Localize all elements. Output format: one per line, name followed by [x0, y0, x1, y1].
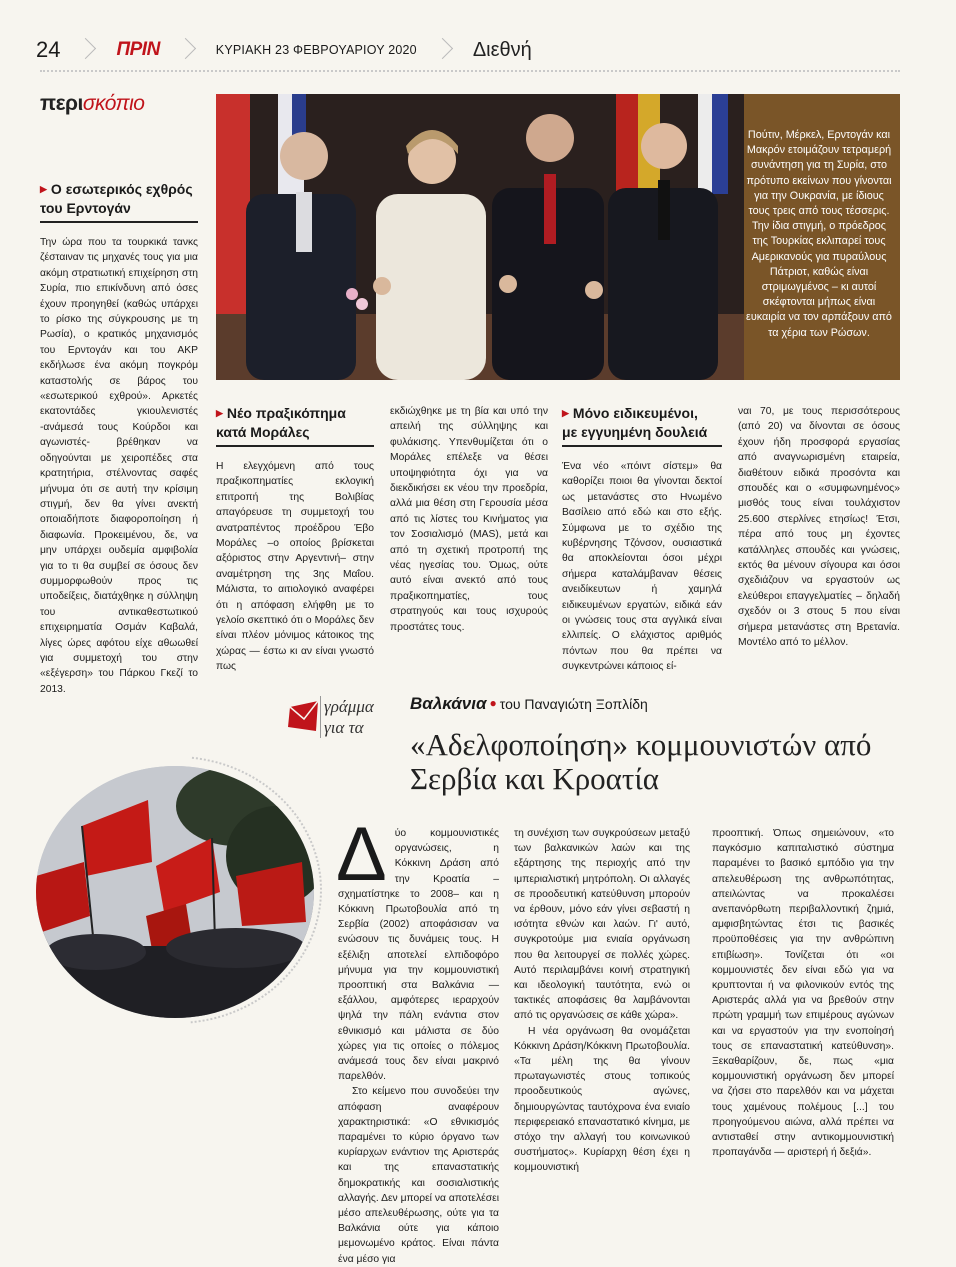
article-erdogan: [40, 180, 198, 697]
envelope-icon: [288, 697, 320, 735]
article-body: ύο κομμουνιστικές οργανώσεις, η Κόκκινη Δράση από την Κροατία –σχηματίστηκε το 2008– και η Κόκκινη Πρωτοβουλία από τη Σερβία (2002) αποφάσισαν να ενώσουν τις δυνάμεις τους. Η εξέλιξη αποτελεί ελπιδοφόρο μήνυμα για την κομμουνιστική προοπτική στα Βαλκάνια — εξάλλου, αμφότερες ιεραρχούν ψηλά την πάλη ενάντια στον εθνικισμό και μάλιστα σε δύο χώρες για τις οποίες ο πόλεμος ανάμεσά τους δεν είναι μακρινό παρελθόν.: [338, 828, 499, 1083]
letter-column-1: [336, 812, 499, 1267]
label-line: για τα: [324, 718, 364, 737]
article-body: προοπτική. Όπως σημειώνουν, «το παγκόσμιο καπιταλιστικό σύστημα παραμένει το βασικό εμπόδιο για την απελευθέρωση της ανθρωπότητας, απειλώντας να προκαλέσει ανεπανόρθωτη περιβαλλοντική ζημιά, αμφισβητώντας έτσι τις βασικές προϋποθέσεις για την ανθρώπινη επιβίωση». Τονίζεται ότι «οι κομμουνιστές δεν είναι εδώ για να κρυπτονται ή να φιλονικούν εντός της Αριστεράς αλλά για να βρεθούν στην πρώτη γραμμή των επιμέρους αγώνων και να εργαστούν για την ενοποίησή τους σε επαναστατική κατεύθυνση». Ξεκαθαρίζουν, δε, πως «μια κομμουνιστική οργάνωση δεν μπορεί να ζήσει στο παρελθόν και να μάχεται τους χαμένους πολέμους [...] του προηγούμενου αιώνα, αλλά πρέπει να αντισταθεί στην αντικομμουνιστική προπαγάνδα — αριστερή ή δεξιά».: [712, 828, 894, 1159]
bullet-icon: ●: [489, 696, 497, 710]
column-logo-part1: περι: [40, 92, 83, 115]
article-body: Η ελεγχόμενη από τους πραξικοπηματίες εκλογική επιτροπή της Βολιβίας απαγόρευσε τη συμμετοχή του ανατραπέντος προέδρου Έβο Μοράλες –ο οποίος βρίσκεται αξόριστος στην Αργεντινή– στην αναμέτρηση της 3ης Μαΐου. Μάλιστα, το αιτιολογικό αναφέρει ότι η απόφαση ελήφθη με το γελοίο σκεπτικό ότι ο Μοράλες δεν είναι πλέον μόνιμος κάτοικος της χώρας — έστω κι αν είναι γνωστό πως: [216, 461, 374, 673]
title-line: Νέο πραξικόπημα: [226, 405, 346, 421]
title-line: του Ερντογάν: [40, 200, 131, 216]
article-uk-immigration-cont: [738, 404, 900, 651]
column-label: [324, 696, 374, 738]
article-body: τη συνέχιση των συγκρούσεων μεταξύ των βαλκανικών λαών και της εξάρτησης της περιοχής από την ιμπεριαλιστική μητρόπολη. Οι αλλαγές σε προοδευτική κατεύθυνση μπορούν να έρθουν, μόνο εάν γίνει σεβαστή η ισότητα εθνών και λαών. Γι' αυτό, συγκροτούμε μια ενιαία οργάνωση που θα λειτουργεί σε πολλές χώρες. Αυτό περιλαμβάνει κοινή στρατηγική και ιδεολογική ταυτότητα, ενώ οι τακτικές αποφάσεις θα λαμβάνονται από τις οργανώσεις σε κάθε χώρα».: [514, 828, 690, 1022]
author-name: του Παναγιώτη Ξοπλίδη: [499, 696, 648, 712]
newspaper-logo: ΠΡΙΝ: [116, 39, 160, 60]
title-line: με εγγυημένη δουλειά: [562, 424, 708, 440]
title-line: Μόνο ειδικευμένοι,: [572, 405, 698, 421]
triangle-bullet-icon: ▶: [216, 408, 223, 418]
letter-column-2: [514, 826, 690, 1176]
chevron-right-icon: [435, 35, 453, 65]
label-divider: [320, 696, 321, 738]
page-header: [36, 30, 896, 70]
issue-date: ΚΥΡΙΑΚΗ 23 ΦΕΒΡΟΥΑΡΙΟΥ 2020: [215, 43, 417, 57]
triangle-bullet-icon: ▶: [562, 408, 569, 418]
header-divider: [40, 70, 900, 72]
chevron-right-icon: [178, 35, 196, 65]
column-logo: [40, 92, 144, 116]
article-title: [40, 180, 198, 223]
article-morales: [216, 404, 374, 675]
byline: [410, 694, 648, 714]
article-body: Η νέα οργάνωση θα ονομάζεται Κόκκινη Δράση/Κόκκινη Πρωτοβουλία. «Τα μέλη της θα γίνουν πρωταγωνιστές στους τοπικούς προοδευτικούς αγώνες, δημιουργώντας ταυτόχρονα ένα ενιαίο περιφερειακό επαναστατικό κίνημα, με στόχο την αλλαγή του κοινωνικού συστήματος». Κυρίαρχη θέση έχει η κομμουνιστική: [514, 1025, 690, 1174]
letter-column-3: [712, 826, 894, 1160]
section-name: Διεθνή: [472, 38, 532, 61]
article-body: εκδιώχθηκε με τη βία και υπό την απειλή της σύλληψης και φυλάκισης. Υπενθυμίζεται ότι ο Μοράλες επέλεξε να θέσει υποψηφιότητα όχι για να διεκδικήσει εκ νέου την προεδρία, αλλά μια θέση στη Γερουσία μέσα από τις λίστες του Κινήματος για τον Σοσιαλισμό (MAS), μετά και από τη σχετική προτροπή της νέας ηγεσίας του. Όμως, ούτε αυτό είναι ανεκτό από τους πραξικοπηματίες, τους στρατηγούς και τους ισχυρούς προστάτες τους.: [390, 406, 548, 633]
region-label: Βαλκάνια: [410, 694, 487, 713]
triangle-bullet-icon: ▶: [40, 184, 47, 194]
article-title: [216, 404, 374, 447]
photo-illustration: [216, 94, 744, 380]
page-number: 24: [36, 37, 61, 62]
article-body: Την ώρα που τα τουρκικά τανκς ζέσταιναν τις μηχανές τους για μια ακόμη στρατιωτική επιχείρηση στη Συρία, πιο επικίνδυνη από όσες έχουν προηγηθεί (καθώς υπάρχει το ρίσκο της σύγκρουσης με τη Ρωσία), ο κρατικός μηχανισμός του Ερντογάν και του ΑΚΡ εκδήλωσε ένα ακόμη πογκρόμ καταστολής σε βάρος του «εσωτερικού εχθρού». Αρκετές εκατοντάδες γκιουλενιστές -ανάμεσά τους Κούρδοι και αγωνιστές- βρέθηκαν να οδηγούνται με χειροπέδες στα κρατητήρια, στέλνοντας σαφές μήνυμα ότι σε αυτή την κρίσιμη στιγμή, δεν θα γίνει ανεκτή οποιαδήποτε διαφοροποίηση ή διαφωνία. Προκειμένου, δε, να μην υπάρχει ουδεμία αμφιβολία για το τι θα συμβεί σε όσους δεν συμμορφωθούν προς τις υποδείξεις, διατάχθηκε η σύλληψη του αντικαθεστωτικού επιχειρηματία Οσμάν Καβαλά, λίγες ώρες αφότου είχε αθωωθεί για συμμετοχή του στην «εξέγερση» του Πάρκου Γκεζί το 2013.: [40, 237, 198, 695]
chevron-right-icon: [78, 35, 96, 65]
article-morales-cont: [390, 404, 548, 635]
flags-photo: [36, 766, 314, 1018]
flags-illustration: [36, 766, 314, 1018]
leaders-photo: [216, 94, 900, 380]
column-logo-part2: σκόπιο: [82, 92, 145, 115]
title-line: κατά Μοράλες: [216, 424, 310, 440]
article-body: Στο κείμενο που συνοδεύει την απόφαση αναφέρουν χαρακτηριστικά: «Ο εθνικισμός παραμένει το κύριο όργανο των κυρίαρχων ενάντιον της Αριστεράς και της επαναστατικής δημοκρατικής και σοσιαλιστικής αλλαγής. Δεν μπορεί να αποτελέσει μέσο απελευθέρωσης, ούτε για τα Βαλκάνια ούτε για κάποιο μεμονωμένο κράτος. Είναι πάντα ένα μέσο για: [338, 1086, 499, 1265]
photo-caption: Πούτιν, Μέρκελ, Ερντογάν και Μακρόν ετοιμάζουν τετραμερή συνάντηση για τη Συρία, στο πρότυπο εκείνων που γίνονται για την Ουκρανία, με ίδιους τους τρεις από τους τέσσερις. Την ίδια στιγμή, ο πρόεδρος της Τουρκίας εκλιπαρεί τους Αμερικανούς για πυραύλους Πάτριοτ, καθώς είναι στριμωγμένος – κι αυτοί σκέφτονται μήπως είναι ευκαιρία να τον αρπάξουν από τα χέρια των Ρώσων.: [746, 129, 892, 339]
title-line: Ο εσωτερικός εχθρός: [50, 181, 193, 197]
article-body: Ένα νέο «πόιντ σίστεμ» θα καθορίζει ποιοι θα γίνονται δεκτοί ως μετανάστες στο Ηνωμένο Βασίλειο από εδώ και στο εξής. Σύμφωνα με το σχέδιο της κυβέρνησης Τζόνσον, ουσιαστικά θα αποκλείονται όσοι μέχρι σήμερα καταλάμβαναν θέσεις ανειδίκευτων ή χαμηλά ειδικευμένων εργατών, ειδικά εάν οι γνώσεις τους στα αγγλικά είναι ελλιπείς. Ο ελάχιστος αριθμός πόντων που θα πρέπει να συγκεντρώνει κάποιος εί-: [562, 461, 722, 673]
article-title: [562, 404, 722, 447]
article-body: ναι 70, με τους περισσότερους (από 20) να δίνονται σε όσους έχουν ήδη προσφορά εργασίας από αναγνωρισμένη εταιρεία, διαθέτουν ειδικά προσόντα και σπουδές και ο «συμφωνημένος» μισθός τους είναι τουλάχιστον 25.600 στερλίνες ετησίως! Έτσι, πέρα από τους μη έχοντες κατάλληλες σπουδές και γνώσεις, εκτός θα μένουν σίγουρα και όσοι σχεδιάζουν να εργαστούν ως ελεύθεροι επαγγελματίες – δηλαδή σχεδόν οι 3 στους 5 που είναι σήμερα μετανάστες στη Βρετανία. Μοντέλο από το μέλλον.: [738, 406, 900, 649]
drop-cap: Δ: [336, 812, 387, 897]
article-uk-immigration: [562, 404, 722, 675]
label-line: γράμμα: [324, 697, 374, 716]
main-headline: «Αδελφοποίηση» κομμουνιστών από Σερβία και Κροατία: [410, 727, 872, 796]
